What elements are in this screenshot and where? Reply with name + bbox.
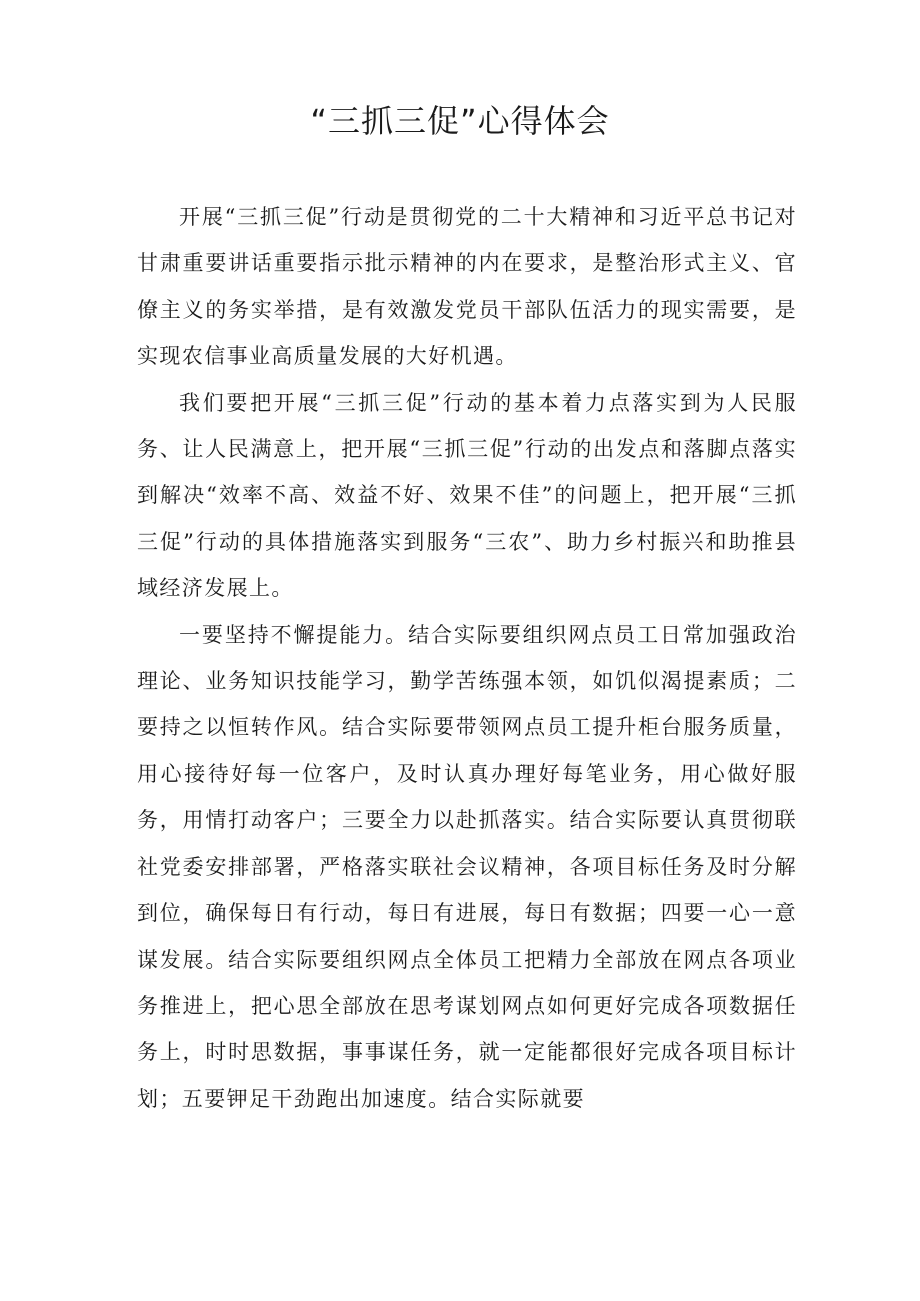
paragraph: 一要坚持不懈提能力。结合实际要组织网点员工日常加强政治理论、业务知识技能学习，勤学苦练强本领，如饥似渴提素质；二要持之以恒转作风。结合实际要带领网点员工提升柜台服务质量，用心接待好每一位客户，及时认真办理好每笔业务，用心做好服务，用情打动客户；三要全力以赴抓落实。结合实际要认真贯彻联社党委安排部署，严格落实联社会议精神，各项目标任务及时分解到位，确保每日有行动，每日有进展，每日有数据；四要一心一意谋发展。结合实际要组织网点全体员工把精力全部放在网点各项业务推进上，把心思全部放在思考谋划网点如何更好完成各项数据任务上，时时思数据，事事谋任务，就一定能都很好完成各项目标计划；五要钾足干劲跑出加速度。结合实际就要 [137,622,797,1111]
paragraph: 开展“三抓三促”行动是贯彻党的二十大精神和习近平总书记对甘肃重要讲话重要指示批示精神的内在要求，是整治形式主义、官僚主义的务实举措，是有效激发党员干部队伍活力的现实需要，是实现农信事业高质量发展的大好机遇。 [137,205,797,369]
document-body [137,194,797,1122]
paragraph: 我们要把开展“三抓三促”行动的基本着力点落实到为人民服务、让人民满意上，把开展“三抓三促”行动的出发点和落脚点落实到解决“效率不高、效益不好、效果不佳”的问题上，把开展“三抓三促”行动的具体措施落实到服务“三农”、助力乡村振兴和助推县域经济发展上。 [137,390,797,601]
document-title: “三抓三促”心得体会 [310,102,610,140]
